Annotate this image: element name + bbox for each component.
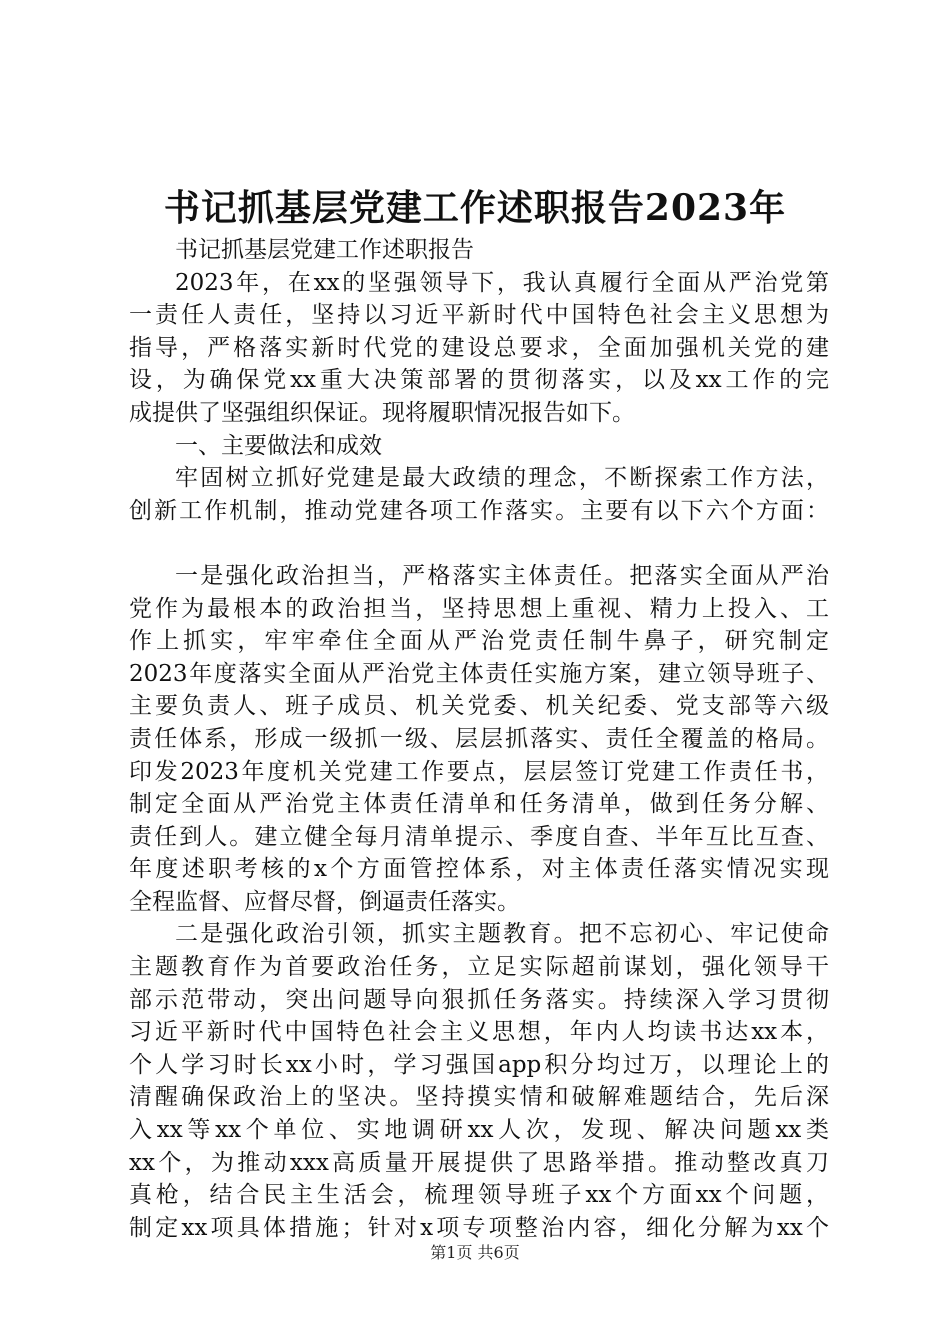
body-line: 责任体系，形成一级抓一级、层层抓落实、责任全覆盖的格局。 bbox=[129, 725, 829, 752]
body-line: 一是强化政治担当，严格落实主体责任。把落实全面从严治 bbox=[175, 562, 829, 589]
page-number-footer: 第1页 共6页 bbox=[430, 1243, 520, 1262]
body-line: 全程监督、应督尽督，倒逼责任落实。 bbox=[129, 888, 520, 915]
body-line: xx个，为推动xxx高质量开展提供了思路举措。推动整改真刀 bbox=[129, 1149, 829, 1176]
body-line: 2023年度落实全面从严治党主体责任实施方案，建立领导班子、 bbox=[129, 660, 829, 687]
body-line: 设，为确保党xx重大决策部署的贯彻落实，以及xx工作的完 bbox=[129, 367, 829, 394]
body-line: 成提供了坚强组织保证。现将履职情况报告如下。 bbox=[129, 399, 635, 426]
body-line: 责任到人。建立健全每月清单提示、季度自查、半年互比互查、 bbox=[129, 823, 829, 850]
body-line: 二是强化政治引领，抓实主题教育。把不忘初心、牢记使命 bbox=[175, 921, 829, 948]
body-line: 指导，严格落实新时代党的建设总要求，全面加强机关党的建 bbox=[129, 334, 829, 361]
paragraph-gap bbox=[129, 527, 829, 560]
body-line: 一责任人责任，坚持以习近平新时代中国特色社会主义思想为 bbox=[129, 302, 829, 329]
body-line: 作上抓实，牢牢牵住全面从严治党责任制牛鼻子，研究制定 bbox=[129, 628, 829, 655]
body-line: 主题教育作为首要政治任务，立足实际超前谋划，强化领导干 bbox=[129, 954, 829, 981]
body-line: 年度述职考核的x个方面管控体系，对主体责任落实情况实现 bbox=[129, 856, 829, 883]
document-title: 书记抓基层党建工作述职报告2023年 bbox=[163, 187, 787, 229]
body-line: 清醒确保政治上的坚决。坚持摸实情和破解难题结合，先后深 bbox=[129, 1084, 829, 1111]
body-line: 真枪，结合民主生活会，梳理领导班子xx个方面xx个问题， bbox=[129, 1182, 829, 1209]
body-line: 书记抓基层党建工作述职报告 bbox=[175, 237, 474, 263]
body-line: 创新工作机制，推动党建各项工作落实。主要有以下六个方面： bbox=[129, 497, 829, 524]
body-line: 印发2023年度机关党建工作要点，层层签订党建工作责任书， bbox=[129, 758, 829, 785]
body-line: 牢固树立抓好党建是最大政绩的理念，不断探索工作方法， bbox=[175, 465, 829, 492]
body-line: 党作为最根本的政治担当，坚持思想上重视、精力上投入、工 bbox=[129, 595, 829, 622]
body-line: 主要负责人、班子成员、机关党委、机关纪委、党支部等六级 bbox=[129, 693, 829, 720]
section-heading: 一、主要做法和成效 bbox=[175, 432, 382, 459]
body-line: 制定全面从严治党主体责任清单和任务清单，做到任务分解、 bbox=[129, 791, 829, 818]
body-line: 制定xx项具体措施；针对x项专项整治内容，细化分解为xx个 bbox=[129, 1214, 829, 1241]
body-line: 习近平新时代中国特色社会主义思想，年内人均读书达xx本， bbox=[129, 1019, 829, 1046]
body-line: 部示范带动，突出问题导向狠抓任务落实。持续深入学习贯彻 bbox=[129, 986, 829, 1013]
body-line: 入xx等xx个单位、实地调研xx人次，发现、解决问题xx类 bbox=[129, 1117, 829, 1144]
body-line: 个人学习时长xx小时，学习强国app积分均过万，以理论上的 bbox=[129, 1051, 829, 1078]
document-body bbox=[129, 234, 829, 1244]
body-line: 2023年，在xx的坚强领导下，我认真履行全面从严治党第 bbox=[175, 269, 829, 296]
